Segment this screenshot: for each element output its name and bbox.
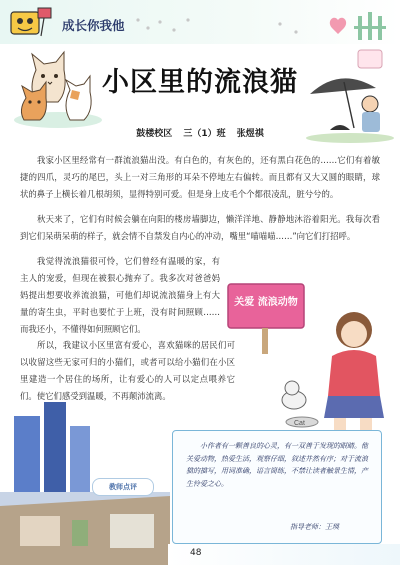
byline-author: 张煜祺 <box>236 129 264 139</box>
byline-class: 三（1）班 <box>183 129 226 139</box>
article-paragraph: 我家小区里经常有一群流浪猫出没。有白色的，有灰色的，还有黑白花色的……它们有着敏捷的四爪，灵巧的尾巴，头上一对三角形的耳朵不停地左右偏转。而且都有又大又圆的眼睛，球状的鼻子上横长着几根胡须，显得特别可爱。但是身上皮毛个个都很凌乱，脏兮兮的。 <box>20 155 380 199</box>
byline-school: 鼓楼校区 <box>136 129 173 139</box>
footer-band <box>168 544 400 565</box>
teacher-comment-text: 小作者有一颗善良的心灵，有一双善于发现的眼睛。他关爱动物，热爱生活，观察仔细，叙述井然有序；对于流浪猫的描写，用词准确，语言简练，不禁让读者触景生情，产生怜爱之心。 <box>186 442 368 488</box>
teacher-signature: 指导老师：王瑛 <box>290 523 339 531</box>
page-number: 48 <box>190 548 202 558</box>
column-title: 成长你我他 <box>62 18 125 33</box>
teacher-comment-badge: 教师点评 <box>92 478 154 496</box>
cat-bowl-label: Cat <box>294 420 305 427</box>
dots-decoration <box>130 14 330 42</box>
article-paragraph: 我觉得流浪猫很可怜，它们曾经有温暖的家，有主人的宠爱，但现在被狠心抛弃了。我多次对爸爸妈妈提出想要收养流浪猫，可他们却说流浪猫身上有大量的寄生虫，平时也要忙于上班，没有时间照顾……而我还小，不懂得如何照顾它们。 <box>20 256 220 334</box>
heart-fence-decoration <box>322 6 392 44</box>
care-sign-text: 关爱 流浪动物 <box>234 297 298 308</box>
article-title: 小区里的流浪猫 <box>102 67 298 98</box>
article-paragraph: 所以，我建议小区里富有爱心，喜欢猫咪的居民们可以收留这些无家可归的小猫们，或者可以给小猫们在小区里建造一个居住的场所，让有爱心的人可以定点喂养它们。使它们感受到温暖，不再颠沛流离。 <box>20 340 235 401</box>
column-logo-icon <box>8 6 54 40</box>
article-paragraph: 秋天来了，它们有时候会躺在向阳的楼房墙脚边，懒洋洋地、静静地沐浴着阳光。我每次看到它们呆萌呆萌的样子，就会情不自禁发自内心的冲动，嘴里“喵喵喵……”向它们打招呼。 <box>20 214 380 241</box>
girl-feeding-cat-illustration <box>268 300 394 440</box>
byline <box>0 126 400 139</box>
